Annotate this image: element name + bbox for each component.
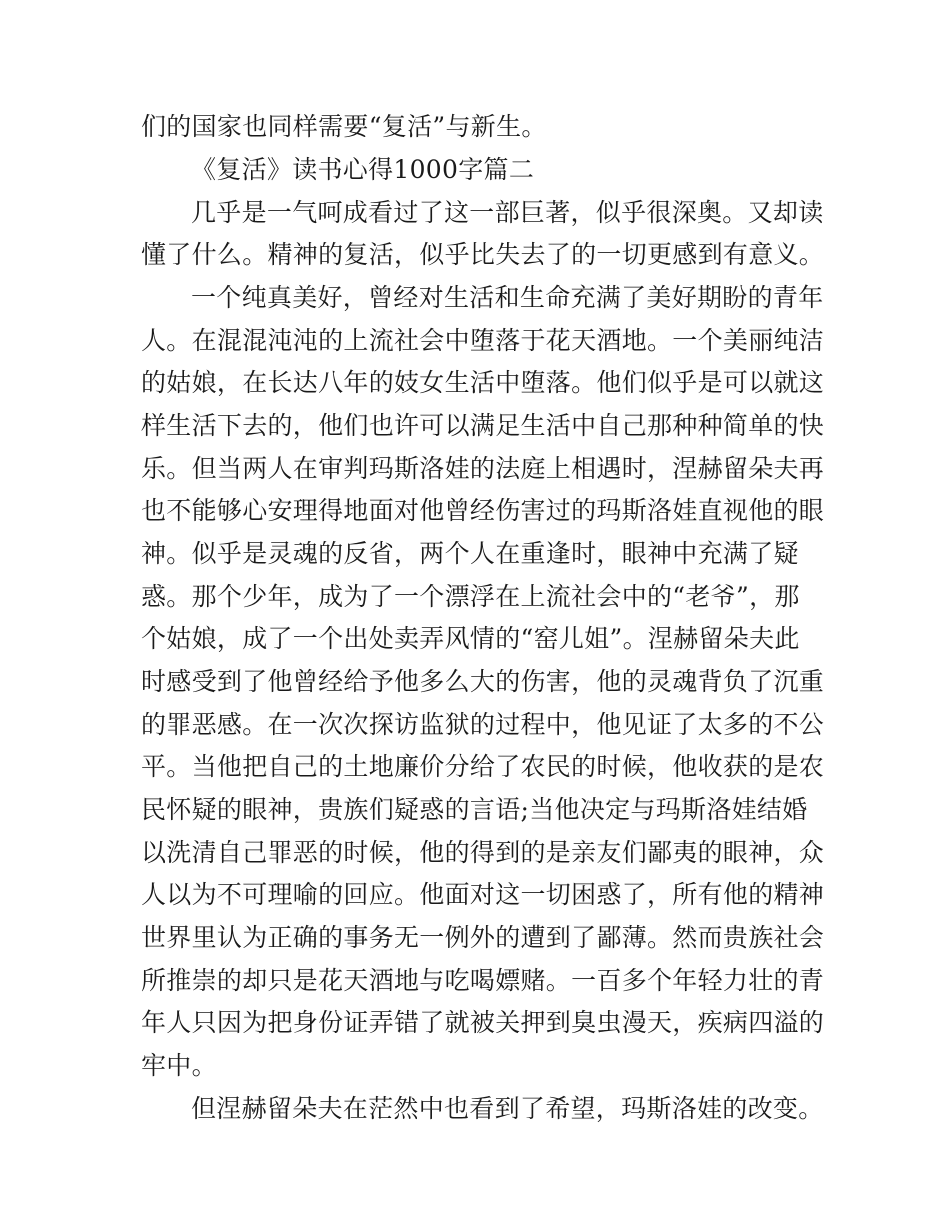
paragraph-start-line: 但涅赫留朵夫在茫然中也看到了希望，玛斯洛娃的改变。 (191, 1094, 824, 1123)
text-line: 平。当他把自己的土地廉价分给了农民的时候，他收获的是农 (141, 752, 825, 781)
text-line: 牢中。 (141, 1051, 217, 1080)
text-line: 人。在混混沌沌的上流社会中堕落于花天酒地。一个美丽纯洁 (141, 326, 825, 355)
text-line: 世界里认为正确的事务无一例外的遭到了鄙薄。然而贵族社会 (141, 923, 825, 952)
section-heading: 《复活》读书心得1000字篇二 (191, 155, 535, 184)
text-line: 懂了什么。精神的复活，似乎比失去了的一切更感到有意义。 (141, 240, 825, 269)
text-line: 以洗清自己罪恶的时候，他的得到的是亲友们鄙夷的眼神，众 (141, 838, 825, 867)
text-line: 的姑娘，在长达八年的妓女生活中堕落。他们似乎是可以就这 (141, 368, 825, 397)
text-line: 们的国家也同样需要“复活”与新生。 (141, 112, 547, 141)
text-line: 神。似乎是灵魂的反省，两个人在重逢时，眼神中充满了疑 (141, 539, 799, 568)
text-line: 惑。那个少年，成为了一个漂浮在上流社会中的“老爷”，那 (141, 582, 800, 611)
text-line: 时感受到了他曾经给予他多么大的伤害，他的灵魂背负了沉重 (141, 667, 825, 696)
text-line: 也不能够心安理得地面对他曾经伤害过的玛斯洛娃直视他的眼 (141, 496, 825, 525)
paragraph-start-line: 一个纯真美好，曾经对生活和生命充满了美好期盼的青年 (191, 283, 824, 312)
text-line: 样生活下去的，他们也许可以满足生活中自己那种种简单的快 (141, 411, 825, 440)
text-line: 的罪恶感。在一次次探访监狱的过程中，他见证了太多的不公 (141, 710, 825, 739)
text-line: 人以为不可理喻的回应。他面对这一切困惑了，所有他的精神 (141, 880, 825, 909)
paragraph-start-line: 几乎是一气呵成看过了这一部巨著，似乎很深奥。又却读 (191, 198, 824, 227)
text-line: 个姑娘，成了一个出处卖弄风情的“窑儿姐”。涅赫留朵夫此 (141, 624, 800, 653)
text-line: 民怀疑的眼神，贵族们疑惑的言语;当他决定与玛斯洛娃结婚 (141, 795, 808, 824)
text-line: 年人只因为把身份证弄错了就被关押到臭虫漫天，疾病四溢的 (141, 1008, 825, 1037)
text-line: 乐。但当两人在审判玛斯洛娃的法庭上相遇时，涅赫留朵夫再 (141, 454, 825, 483)
text-line: 所推崇的却只是花天酒地与吃喝嫖赌。一百多个年轻力壮的青 (141, 966, 825, 995)
